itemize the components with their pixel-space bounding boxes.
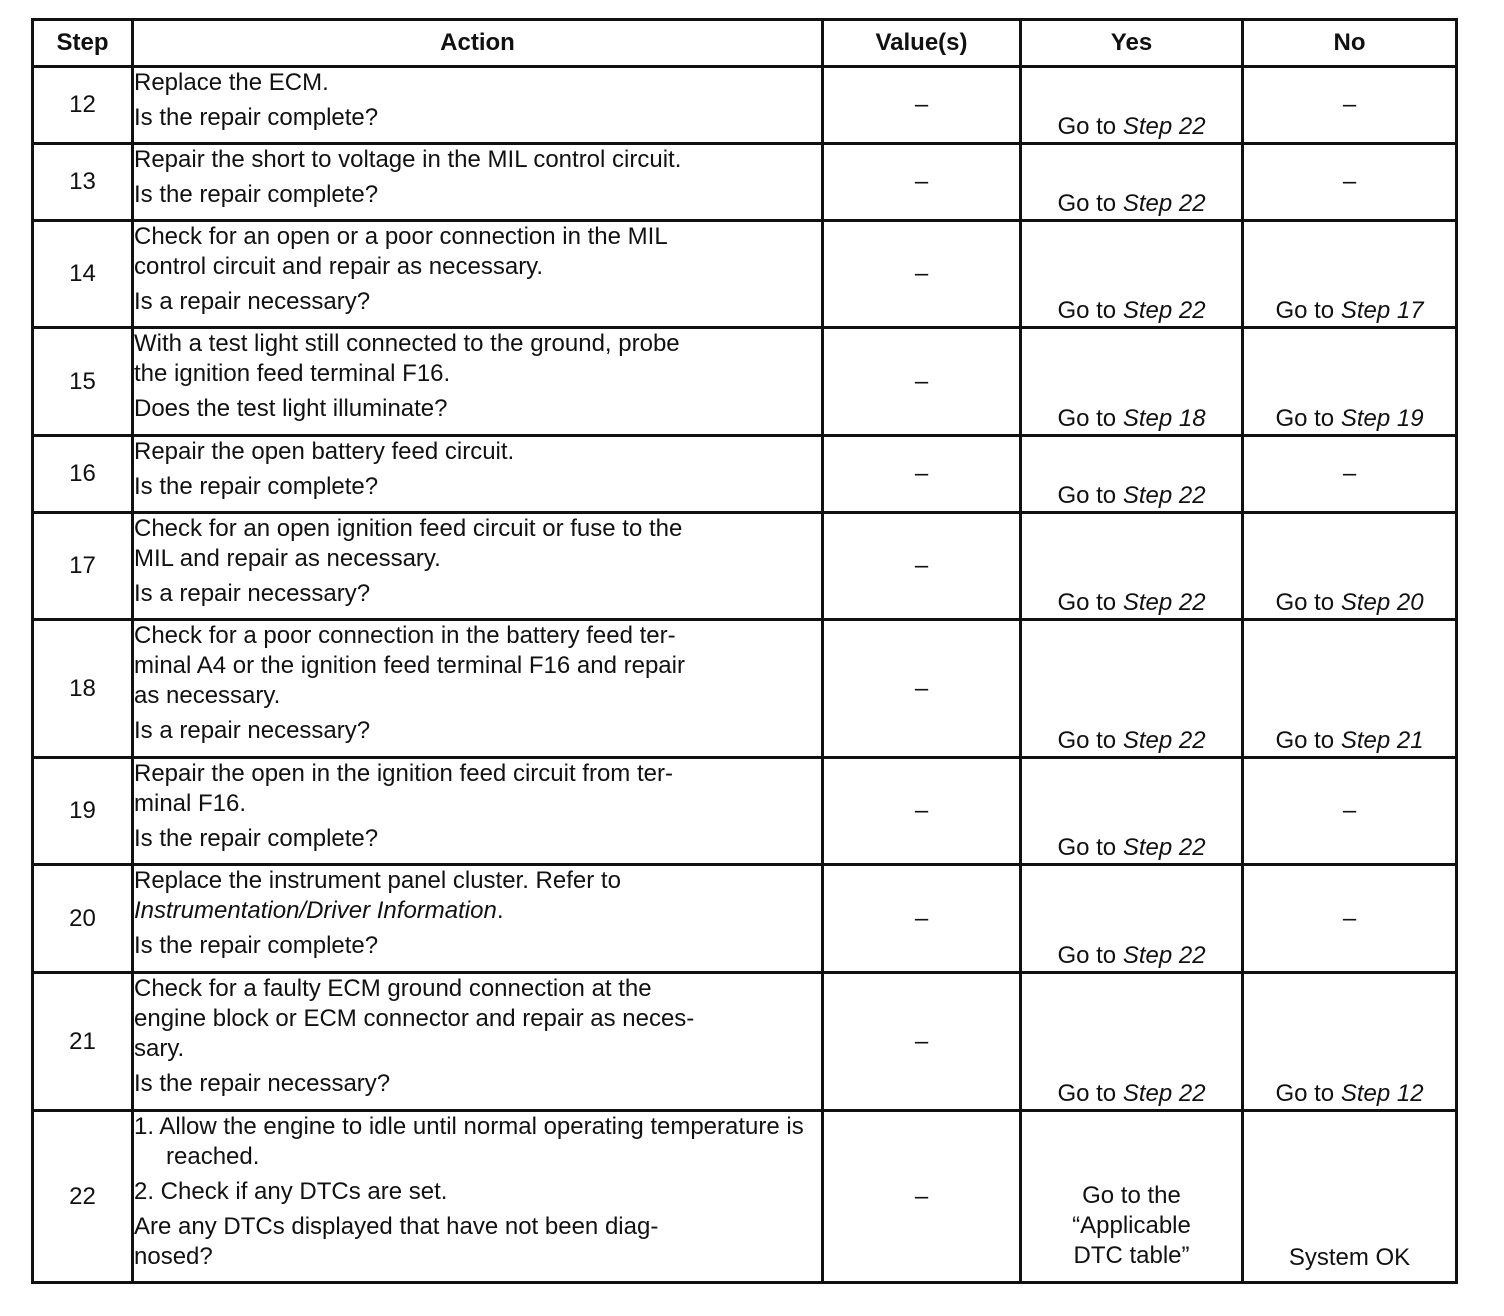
action-question: Is the repair complete? [134,181,379,208]
yes-cell [1021,436,1243,513]
procedure-item: 2. Check if any DTCs are set. [134,1178,448,1205]
yes-step-ref: Step 22 [1122,727,1206,754]
no-cell [1243,620,1457,758]
action-cell [133,67,823,144]
yes-prefix: Go to [1057,190,1117,217]
action-cell [133,620,823,758]
table-row [33,67,1457,144]
value-cell: – [823,221,1021,328]
procedure-item: 1. Allow the engine to idle until normal operating temperature is reached. [134,1113,804,1170]
header-yes: Yes [1021,20,1243,67]
step-number: 22 [33,1111,133,1283]
yes-cell [1021,865,1243,973]
no-prefix: Go to [1275,297,1335,324]
action-line: minal F16. [134,790,247,817]
no-step-ref: Step 17 [1340,297,1424,324]
value-cell: – [823,1111,1021,1283]
action-line: With a test light still connected to the ground, probe [134,330,680,357]
yes-step-ref: Step 22 [1122,589,1206,616]
step-number: 20 [33,865,133,973]
action-question: Is a repair necessary? [134,288,371,315]
table-row [33,620,1457,758]
action-line: Repair the open battery feed circuit. [134,438,515,465]
step-number: 17 [33,513,133,620]
action-line: Check for a faulty ECM ground connection at the [134,975,652,1002]
yes-line: DTC table” [1073,1242,1190,1269]
action-question: Is the repair complete? [134,104,379,131]
yes-prefix: Go to [1057,482,1117,509]
action-cell [133,144,823,221]
yes-prefix: Go to [1057,727,1117,754]
step-number: 15 [33,328,133,436]
header-values: Value(s) [823,20,1021,67]
no-cell [1243,513,1457,620]
action-line [134,896,821,926]
header-action: Action [133,20,823,67]
action-line: minal A4 or the ignition feed terminal F16 and repair [134,652,685,679]
table-row [33,1111,1457,1283]
action-question: Does the test light illuminate? [134,395,448,422]
no-cell: – [1243,67,1457,144]
table-row [33,865,1457,973]
action-question-line: Are any DTCs displayed that have not been diag- [134,1213,659,1240]
action-question: Is a repair necessary? [134,580,371,607]
value-cell: – [823,620,1021,758]
yes-cell [1021,513,1243,620]
table-row [33,144,1457,221]
yes-cell [1021,144,1243,221]
value-cell: – [823,144,1021,221]
yes-step-ref: Step 22 [1122,297,1206,324]
header-step: Step [33,20,133,67]
no-step-ref: Step 19 [1340,405,1424,432]
yes-cell [1021,1111,1243,1283]
table-row [33,758,1457,865]
no-prefix: Go to [1275,405,1335,432]
no-prefix: Go to [1275,727,1335,754]
yes-cell [1021,620,1243,758]
yes-cell [1021,973,1243,1111]
yes-cell [1021,67,1243,144]
action-cell [133,973,823,1111]
yes-prefix: Go to [1057,834,1117,861]
action-line: sary. [134,1035,185,1062]
action-line: Check for a poor connection in the battery feed ter- [134,622,676,649]
yes-step-ref: Step 22 [1122,834,1206,861]
step-number: 18 [33,620,133,758]
no-prefix: Go to [1275,589,1335,616]
value-cell: – [823,513,1021,620]
value-cell: – [823,436,1021,513]
step-number: 14 [33,221,133,328]
action-line: MIL and repair as necessary. [134,545,441,572]
yes-cell [1021,758,1243,865]
yes-prefix: Go to [1057,1080,1117,1107]
action-question: Is the repair complete? [134,932,379,959]
action-line: engine block or ECM connector and repair as neces- [134,1005,695,1032]
diagnostic-table [31,18,1458,1284]
action-question [134,1212,821,1272]
yes-prefix: Go to [1057,113,1117,140]
no-cell [1243,328,1457,436]
yes-step-ref: Step 22 [1122,942,1206,969]
yes-cell [1021,221,1243,328]
action-question: Is the repair complete? [134,473,379,500]
no-prefix: Go to [1275,1080,1335,1107]
action-line: Repair the short to voltage in the MIL control circuit. [134,146,682,173]
action-cell [133,221,823,328]
yes-prefix: Go to [1057,942,1117,969]
yes-prefix: Go to [1057,589,1117,616]
yes-prefix: Go to [1057,405,1117,432]
yes-step-ref: Step 22 [1122,1080,1206,1107]
no-step-ref: Step 21 [1340,727,1424,754]
step-number: 16 [33,436,133,513]
action-cell [133,436,823,513]
table-row [33,221,1457,328]
no-cell: – [1243,436,1457,513]
action-line: control circuit and repair as necessary. [134,253,544,280]
header-no: No [1243,20,1457,67]
action-line: the ignition feed terminal F16. [134,360,451,387]
action-question-line: nosed? [134,1243,213,1270]
value-cell: – [823,328,1021,436]
yes-step-ref: Step 22 [1122,190,1206,217]
table-row [33,973,1457,1111]
value-cell: – [823,865,1021,973]
no-step-ref: Step 20 [1340,589,1424,616]
yes-line: Go to the [1082,1182,1181,1209]
step-number: 19 [33,758,133,865]
no-cell: System OK [1243,1111,1457,1283]
manual-section-ref: Instrumentation/Driver Information [134,897,497,924]
action-line: Check for an open or a poor connection in the MIL [134,223,668,250]
action-question: Is the repair complete? [134,825,379,852]
no-cell: – [1243,865,1457,973]
table-row [33,513,1457,620]
action-line: Replace the ECM. [134,69,329,96]
step-number: 21 [33,973,133,1111]
action-line: Repair the open in the ignition feed circuit from ter- [134,760,673,787]
action-cell [133,758,823,865]
action-question: Is a repair necessary? [134,717,371,744]
yes-step-ref: Step 18 [1122,405,1206,432]
action-line: Check for an open ignition feed circuit or fuse to the [134,515,683,542]
yes-cell [1021,328,1243,436]
yes-step-ref: Step 22 [1122,113,1206,140]
action-cell [133,513,823,620]
table-row [33,436,1457,513]
action-cell [133,328,823,436]
step-number: 12 [33,67,133,144]
action-question: Is the repair necessary? [134,1070,391,1097]
action-line: as necessary. [134,682,281,709]
no-cell [1243,221,1457,328]
yes-line: “Applicable [1072,1212,1191,1239]
action-cell [133,1111,823,1283]
action-line-tail: . [496,897,504,924]
action-cell [133,865,823,973]
yes-step-ref: Step 22 [1122,482,1206,509]
no-step-ref: Step 12 [1340,1080,1424,1107]
table-row [33,328,1457,436]
value-cell: – [823,758,1021,865]
no-cell: – [1243,144,1457,221]
step-number: 13 [33,144,133,221]
yes-prefix: Go to [1057,297,1117,324]
no-cell [1243,973,1457,1111]
header-row [33,20,1457,67]
no-cell: – [1243,758,1457,865]
value-cell: – [823,67,1021,144]
action-line: Replace the instrument panel cluster. Refer to [134,867,621,894]
value-cell: – [823,973,1021,1111]
